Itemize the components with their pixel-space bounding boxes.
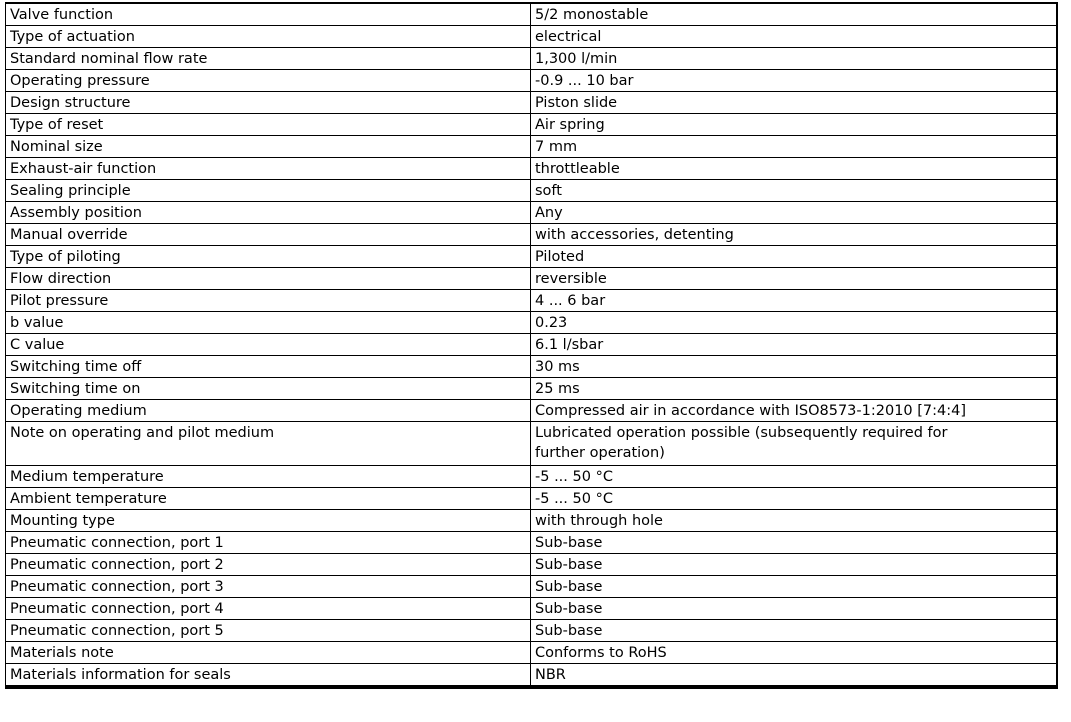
- spec-value: Conforms to RoHS: [531, 642, 1057, 664]
- spec-value: with accessories, detenting: [531, 224, 1057, 246]
- table-row: [6, 202, 1057, 224]
- table-row: [6, 136, 1057, 158]
- spec-label: Nominal size: [6, 136, 531, 158]
- spec-label: Mounting type: [6, 510, 531, 532]
- spec-label: Pilot pressure: [6, 290, 531, 312]
- spec-label: Exhaust-air function: [6, 158, 531, 180]
- spec-label: Type of actuation: [6, 26, 531, 48]
- spec-value: electrical: [531, 26, 1057, 48]
- spec-value: with through hole: [531, 510, 1057, 532]
- spec-value: Sub-base: [531, 554, 1057, 576]
- spec-value: Sub-base: [531, 620, 1057, 642]
- spec-value: soft: [531, 180, 1057, 202]
- spec-label: Pneumatic connection, port 5: [6, 620, 531, 642]
- spec-value: Piston slide: [531, 92, 1057, 114]
- table-row: [6, 158, 1057, 180]
- table-row: [6, 532, 1057, 554]
- table-row: [6, 620, 1057, 642]
- spec-value: 6.1 l/sbar: [531, 334, 1057, 356]
- spec-value: Any: [531, 202, 1057, 224]
- spec-label: Assembly position: [6, 202, 531, 224]
- table-row: [6, 224, 1057, 246]
- table-row: [6, 92, 1057, 114]
- table-row: [6, 488, 1057, 510]
- spec-label: Flow direction: [6, 268, 531, 290]
- spec-label: Materials note: [6, 642, 531, 664]
- spec-value: 5/2 monostable: [531, 3, 1057, 26]
- table-row: [6, 400, 1057, 422]
- spec-value: throttleable: [531, 158, 1057, 180]
- spec-value: Sub-base: [531, 598, 1057, 620]
- spec-value: Compressed air in accordance with ISO8573-1:2010 [7:4:4]: [531, 400, 1057, 422]
- table-row: [6, 356, 1057, 378]
- table-row: [6, 334, 1057, 356]
- spec-label: Valve function: [6, 3, 531, 26]
- spec-value: Air spring: [531, 114, 1057, 136]
- spec-value: -5 ... 50 °C: [531, 466, 1057, 488]
- spec-value: Sub-base: [531, 532, 1057, 554]
- table-row: [6, 466, 1057, 488]
- spec-label: Type of piloting: [6, 246, 531, 268]
- table-row: [6, 26, 1057, 48]
- spec-value: 0.23: [531, 312, 1057, 334]
- spec-value: Piloted: [531, 246, 1057, 268]
- spec-value: 30 ms: [531, 356, 1057, 378]
- spec-label: Switching time on: [6, 378, 531, 400]
- table-row: [6, 510, 1057, 532]
- spec-value: reversible: [531, 268, 1057, 290]
- spec-label: Note on operating and pilot medium: [6, 422, 531, 466]
- table-row: [6, 290, 1057, 312]
- table-row: [6, 642, 1057, 664]
- table-row: [6, 268, 1057, 290]
- spec-label: Sealing principle: [6, 180, 531, 202]
- spec-value: Sub-base: [531, 576, 1057, 598]
- spec-label: Type of reset: [6, 114, 531, 136]
- spec-value: Lubricated operation possible (subsequently required for further operation): [531, 422, 1057, 466]
- spec-value: 25 ms: [531, 378, 1057, 400]
- spec-label: Operating pressure: [6, 70, 531, 92]
- spec-label: Materials information for seals: [6, 664, 531, 688]
- spec-label: Manual override: [6, 224, 531, 246]
- table-row: [6, 114, 1057, 136]
- spec-label: C value: [6, 334, 531, 356]
- spec-value: 1,300 l/min: [531, 48, 1057, 70]
- spec-label: Switching time off: [6, 356, 531, 378]
- table-row: [6, 554, 1057, 576]
- spec-label: Pneumatic connection, port 3: [6, 576, 531, 598]
- spec-label: Pneumatic connection, port 4: [6, 598, 531, 620]
- spec-label: Design structure: [6, 92, 531, 114]
- spec-label: Ambient temperature: [6, 488, 531, 510]
- table-row: [6, 70, 1057, 92]
- table-row: [6, 576, 1057, 598]
- table-row: [6, 378, 1057, 400]
- table-row: [6, 246, 1057, 268]
- table-row: [6, 3, 1057, 26]
- spec-label: Operating medium: [6, 400, 531, 422]
- spec-table: [5, 2, 1058, 689]
- spec-label: Standard nominal flow rate: [6, 48, 531, 70]
- spec-value: 7 mm: [531, 136, 1057, 158]
- spec-value: -0.9 ... 10 bar: [531, 70, 1057, 92]
- spec-label: Pneumatic connection, port 1: [6, 532, 531, 554]
- spec-label: Pneumatic connection, port 2: [6, 554, 531, 576]
- spec-value: 4 ... 6 bar: [531, 290, 1057, 312]
- table-row: [6, 664, 1057, 688]
- spec-label: b value: [6, 312, 531, 334]
- table-row: [6, 598, 1057, 620]
- table-row: [6, 48, 1057, 70]
- spec-label: Medium temperature: [6, 466, 531, 488]
- spec-value: NBR: [531, 664, 1057, 688]
- table-row: [6, 180, 1057, 202]
- table-row: [6, 422, 1057, 466]
- table-row: [6, 312, 1057, 334]
- spec-value: -5 ... 50 °C: [531, 488, 1057, 510]
